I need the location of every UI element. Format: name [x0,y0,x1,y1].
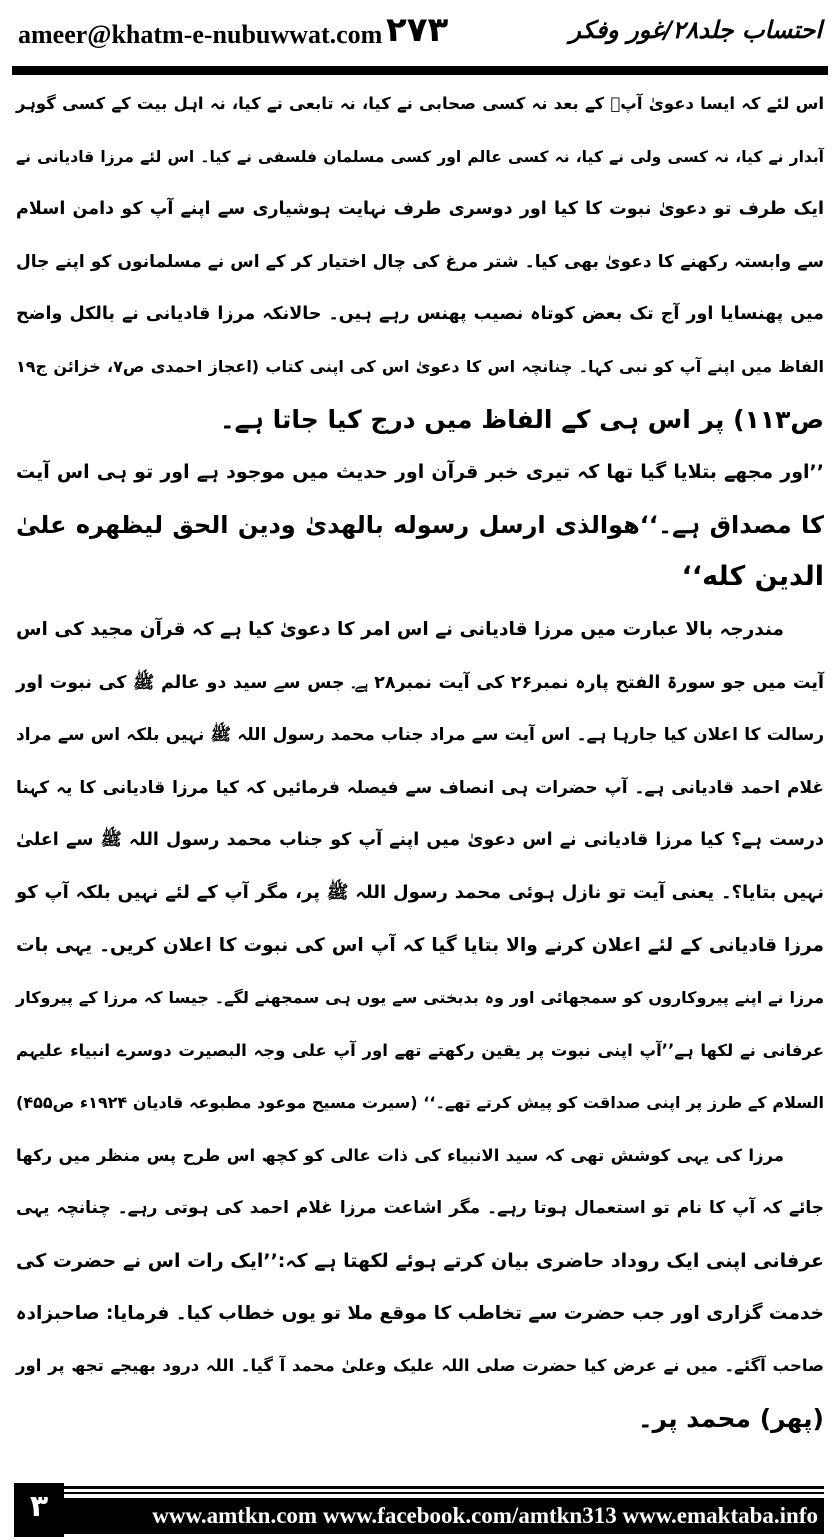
text-line: السلام کے طرز پر اپنی صداقت کو پیش کرتے تھے۔‘‘ (سیرت مسیح موعود مطبوعہ قادیان ۱۹۲۴ء ص۴۵۵) [16,1093,824,1113]
footer-rule [64,1492,824,1494]
header-title: احتساب جلد۲۸/غور وفکر [569,16,822,44]
text-line: الفاظ میں اپنے آپ کو نبی کہا۔ چنانچہ اس کا دعویٰ اس کی اپنی کتاب (اعجاز احمدی ص۷، خزائن ج۱۹ [16,356,825,376]
text-line: مندرجہ بالا عبارت میں مرزا قادیانی نے اس امر کا دعویٰ کیا ہے کہ قرآن مجید کی اس [16,618,784,640]
header-page-number: ۲۷۳ [386,10,449,50]
text-line: سے وابستہ رکھنے کا دعویٰ بھی کیا۔ شتر مرغ کی چال اختیار کر کے اس نے مسلمانوں کو اپنے جال [16,251,824,272]
text-line: (پھر) محمد پر۔ [638,1403,824,1433]
text-line: ص۱۱۳) پر اس ہی کے الفاظ میں درج کیا جاتا ہے۔ [220,404,824,434]
page-body [16,78,824,1445]
text-line: ’’اور مجھے بتلایا گیا تھا کہ تیری خبر قرآن اور حدیث میں موجود ہے اور تو ہی اس آیت [16,461,824,484]
text-line: عرفانی اپنی ایک روداد حاضری بیان کرتے ہوئے لکھتا ہے کہ:’’ایک رات اس نے حضرت کی [16,1250,824,1273]
text-line: صاحب آگئے۔ میں نے عرض کیا حضرت صلی اللہ علیک وعلیٰ محمد آ گیا۔ اللہ درود بھیجے تجھ پر اور [16,1356,824,1376]
text-line: نہیں بتایا؟۔ یعنی آیت تو نازل ہوئی محمد رسول اللہ ﷺ پر، مگر آپ کے لئے نہیں بلکہ آپ کو [16,881,824,903]
footer-rule [64,1486,824,1489]
text-line: کا مصداق ہے۔‘‘ھوالذی ارسل رسوله بالهدیٰ ودین الحق لیظهره علیٰ [16,510,824,539]
text-line: میں پھنسایا اور آج تک بعض کوتاہ نصیب پھنس رہے ہیں۔ حالانکہ مرزا قادیانی نے بالکل واضح [16,304,824,325]
text-line: جائے کہ آپ کا نام تو استعمال ہوتا رہے۔ مگر اشاعت مرزا غلام احمد کی ہوتی رہے۔ چنانچہ یہی [16,1198,824,1219]
text-line: عرفانی نے لکھا ہے’’آپ اپنی نبوت پر یقین رکھتے تھے اور آپ علی وجہ البصیرت دوسرے انبیاء علیہم [16,1040,824,1060]
text-line: ایک طرف تو دعویٰ نبوت کا کیا اور دوسری طرف نہایت ہوشیاری سے اپنے آپ کو دامن اسلام [16,199,824,220]
footer-page-number: ۳ [14,1483,64,1537]
text-line: اس لئے کہ ایسا دعویٰ آپؐ کے بعد نہ کسی صحابی نے کیا، نہ تابعی نے کیا، نہ اہل بیت کے کسی گوہر [16,94,824,113]
text-line: آیت میں جو سورۃ الفتح پارہ نمبر۲۶ کی آیت نمبر۲۸ ہے۔ جس سے سید دو عالم ﷺ کی نبوت اور [16,672,824,693]
footer-links: www.amtkn.com www.facebook.com/amtkn313 www.emaktaba.info [64,1498,824,1534]
text-line: خدمت گزاری اور جب حضرت سے تخاطب کا موقع ملا تو یوں خطاب کیا۔ فرمایا: صاحبزادہ [15,1302,824,1324]
header-rule [12,66,828,75]
text-line: آبدار نے کیا، نہ کسی ولی نے کیا، نہ کسی عالم اور کسی مسلمان فلسفی نے کیا۔ اس لئے مرزا قادیانی نے [16,147,824,166]
text-line: رسالت کا اعلان کیا جارہا ہے۔ اس آیت سے مراد جناب محمد رسول اللہ ﷺ نہیں بلکہ اس سے مراد [16,725,824,746]
text-line: غلام احمد قادیانی ہے۔ آپ حضرات ہی انصاف سے فیصلہ فرمائیں کہ کیا مرزا قادیانی کا یہ کہنا [16,777,824,798]
text-line: مرزا نے اپنے پیروکاروں کو سمجھائی اور وہ بدبختی سے یوں ہی سمجھنے لگے۔ جیسا کہ مرزا کے پیروکار [16,988,824,1008]
text-line: الدین کله‘‘ [681,561,824,593]
page-header [18,8,822,58]
header-email: ameer@khatm-e-nubuwwat.com [18,20,383,49]
text-line: مرزا کی یہی کوشش تھی کہ سید الانبیاء کی ذات عالی کو کچھ اس طرح پس منظر میں رکھا [16,1145,784,1165]
text-line: مرزا قادیانی کے لئے اعلان کرنے والا بتایا گیا کہ آپ اس کی نبوت کا اعلان کریں۔ یہی بات [16,934,824,956]
text-line: درست ہے؟ کیا مرزا قادیانی نے اس دعویٰ میں اپنے آپ کو جناب محمد رسول اللہ ﷺ سے اعلیٰ [16,830,824,851]
